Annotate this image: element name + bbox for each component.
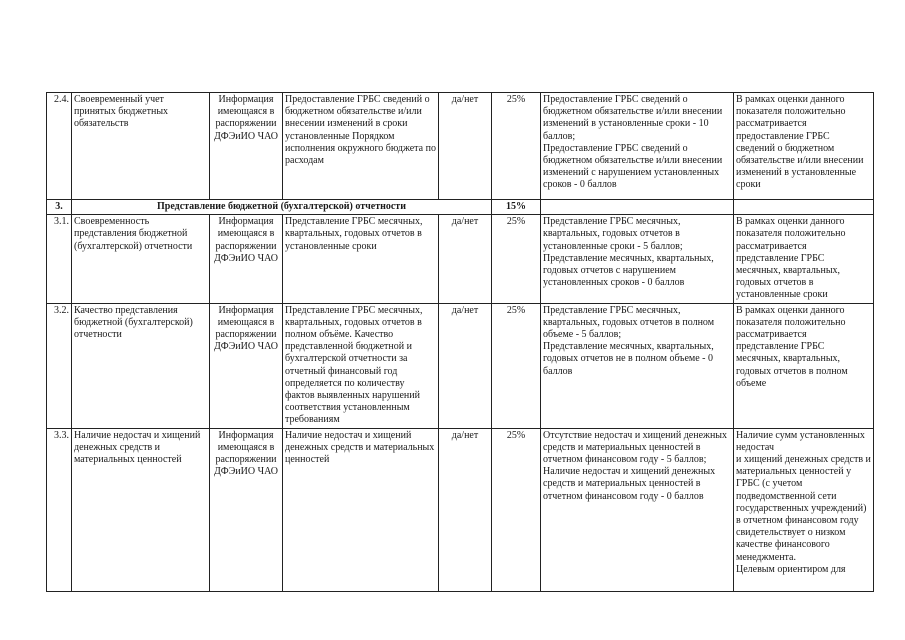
section-empty-cell (541, 200, 734, 215)
scoring-rule: Предоставление ГРБС сведений о бюджетном обязательстве и/или внесении изменений в установленные сроки - 10 баллов; Предоставление ГРБС сведений о бюджетном обязательстве и/или внесении изменений с нарушением установленных сроков - 0 баллов (541, 93, 734, 200)
indicator-name: Своевременный учет принятых бюджетных обязательств (72, 93, 210, 200)
indicator-name: Своевременность представления бюджетной (бухгалтерской) отчетности (72, 215, 210, 303)
weight: 25% (492, 93, 541, 200)
table-row (47, 428, 874, 591)
weight: 25% (492, 303, 541, 428)
indicator-name: Качество представления бюджетной (бухгалтерской) отчетности (72, 303, 210, 428)
row-number: 3.2. (47, 303, 72, 428)
calculation-formula: Предоставление ГРБС сведений о бюджетном обязательстве и/или внесении изменений в сроки установленные Порядком исполнения окружного бюджета по расходам (283, 93, 439, 200)
table-row (47, 215, 874, 303)
calculation-formula: Представление ГРБС месячных, квартальных, годовых отчетов в полном объёме. Качество представленной бюджетной и бухгалтерской отчетности за отчетный финансовый год определяется по количеству фактов выявленных нарушений соответствия установленным требованиям (283, 303, 439, 428)
section-title: Представление бюджетной (бухгалтерской) отчетности (72, 200, 492, 215)
row-number: 3.1. (47, 215, 72, 303)
data-source: Информация имеющаяся в распоряжении ДФЭиИО ЧАО (210, 303, 283, 428)
weight: 25% (492, 215, 541, 303)
unit: да/нет (439, 428, 492, 591)
table-row (47, 303, 874, 428)
data-source: Информация имеющаяся в распоряжении ДФЭиИО ЧАО (210, 428, 283, 591)
calculation-formula: Представление ГРБС месячных, квартальных, годовых отчетов в установленные сроки (283, 215, 439, 303)
indicator-name: Наличие недостач и хищений денежных средств и материальных ценностей (72, 428, 210, 591)
scoring-rule: Представление ГРБС месячных, квартальных, годовых отчетов в установленные сроки - 5 баллов; Представление месячных, квартальных, годовых отчетов с нарушением установленных сроков - 0 баллов (541, 215, 734, 303)
criteria-table (46, 92, 874, 592)
data-source: Информация имеющаяся в распоряжении ДФЭиИО ЧАО (210, 215, 283, 303)
comment: В рамках оценки данного показателя положительно рассматривается предоставление ГРБС сведений о бюджетном обязательстве и/или внесении изменений в установленные сроки (734, 93, 874, 200)
row-number: 2.4. (47, 93, 72, 200)
section-number: 3. (47, 200, 72, 215)
comment: В рамках оценки данного показателя положительно рассматривается представление ГРБС месячных, квартальных, годовых отчетов в полном объеме (734, 303, 874, 428)
unit: да/нет (439, 215, 492, 303)
scoring-rule: Представление ГРБС месячных, квартальных, годовых отчетов в полном объеме - 5 баллов; Представление месячных, квартальных, годовых отчетов не в полном объеме - 0 баллов (541, 303, 734, 428)
section-row (47, 200, 874, 215)
comment: В рамках оценки данного показателя положительно рассматривается представление ГРБС месячных, квартальных, годовых отчетов в установленные сроки (734, 215, 874, 303)
weight: 25% (492, 428, 541, 591)
table-row (47, 93, 874, 200)
section-empty-cell (734, 200, 874, 215)
data-source: Информация имеющаяся в распоряжении ДФЭиИО ЧАО (210, 93, 283, 200)
unit: да/нет (439, 303, 492, 428)
comment: Наличие сумм установленных недостач и хищений денежных средств и материальных ценностей у ГРБС (с учетом подведомственной сети государственных учреждений) в отчетном финансовом году свидетельствует о низком качестве финансового менеджмента. Целевым ориентиром для (734, 428, 874, 591)
row-number: 3.3. (47, 428, 72, 591)
section-weight: 15% (492, 200, 541, 215)
unit: да/нет (439, 93, 492, 200)
calculation-formula: Наличие недостач и хищений денежных средств и материальных ценностей (283, 428, 439, 591)
scoring-rule: Отсутствие недостач и хищений денежных средств и материальных ценностей в отчетном финансовом году - 5 баллов; Наличие недостач и хищений денежных средств и материальных ценностей в отчетном финансовом году - 0 баллов (541, 428, 734, 591)
